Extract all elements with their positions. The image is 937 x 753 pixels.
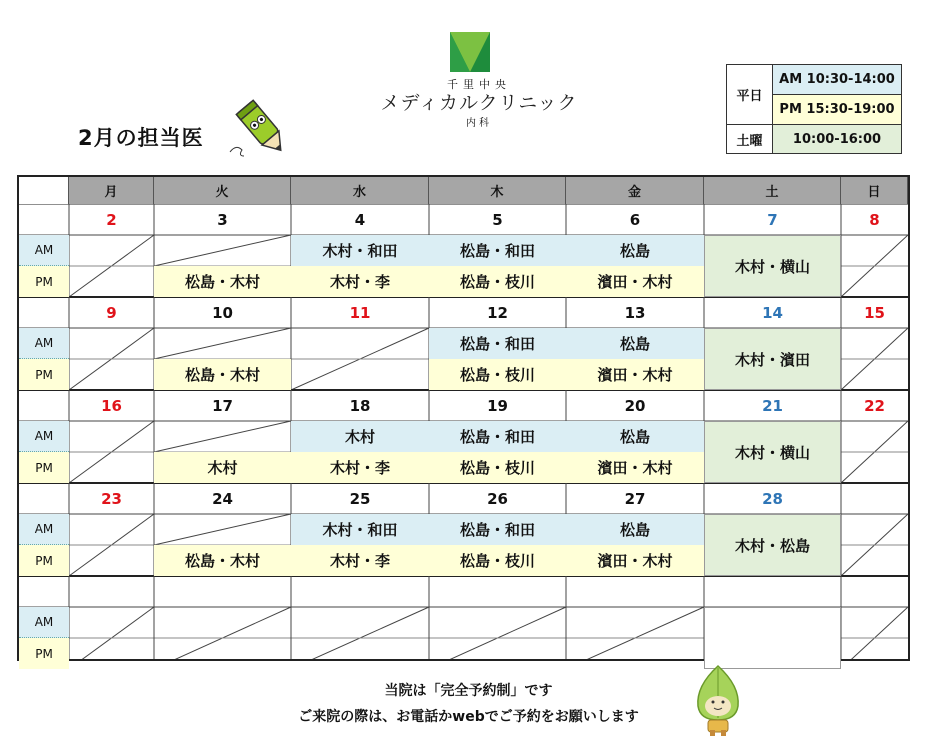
date-cell: 22 bbox=[864, 396, 885, 415]
closed-slash bbox=[841, 607, 908, 659]
closed-slash bbox=[154, 235, 291, 266]
am-doctors-cell: 木村・和田 bbox=[291, 514, 429, 545]
date-cell: 19 bbox=[487, 396, 508, 415]
closed-slash bbox=[566, 607, 704, 659]
pm-doctors-cell: 松島・木村 bbox=[154, 266, 291, 297]
date-cell: 23 bbox=[101, 489, 122, 508]
pm-doctors-cell: 松島・木村 bbox=[154, 359, 291, 390]
closed-slash bbox=[69, 421, 154, 483]
pm-doctors-cell: 木村・李 bbox=[291, 452, 429, 483]
closed-slash bbox=[154, 421, 291, 452]
clinic-logo-mark-icon bbox=[450, 32, 490, 72]
clinic-name-line2: メディカルクリニック bbox=[380, 92, 578, 114]
day-header-4: 金 bbox=[566, 177, 704, 204]
am-label: AM bbox=[19, 514, 69, 545]
closed-slash bbox=[154, 607, 291, 659]
date-cell: 18 bbox=[349, 396, 371, 415]
date-cell bbox=[291, 576, 429, 607]
date-cell: 14 bbox=[762, 303, 783, 322]
pm-doctors-cell: 松島・枝川 bbox=[429, 452, 566, 483]
office-hours-box bbox=[726, 64, 902, 154]
date-cell: 15 bbox=[864, 303, 885, 322]
pm-doctors-cell: 松島・木村 bbox=[154, 545, 291, 576]
closed-slash bbox=[841, 514, 908, 576]
date-cell: 7 bbox=[767, 210, 778, 229]
notice-line1: 当院は「完全予約制」です bbox=[384, 683, 553, 699]
closed-slash bbox=[69, 235, 154, 297]
closed-slash bbox=[841, 235, 908, 297]
date-cell: 26 bbox=[487, 489, 508, 508]
day-header-3: 木 bbox=[429, 177, 566, 204]
date-cell: 4 bbox=[354, 210, 366, 229]
pm-label: PM bbox=[19, 266, 69, 297]
date-cell: 5 bbox=[492, 210, 503, 229]
date-cell: 27 bbox=[624, 489, 646, 508]
page-title: 2月の担当医 bbox=[78, 126, 204, 150]
weekday-am-hours: AM 10:30-14:00 bbox=[773, 65, 901, 95]
day-header-6: 日 bbox=[841, 177, 908, 204]
date-cell: 25 bbox=[349, 489, 371, 508]
pm-doctors-cell: 松島・枝川 bbox=[429, 545, 566, 576]
date-cell bbox=[429, 576, 566, 607]
pm-label: PM bbox=[19, 359, 69, 390]
date-cell: 11 bbox=[349, 303, 371, 322]
closed-slash bbox=[154, 514, 291, 545]
date-cell: 24 bbox=[212, 489, 233, 508]
weekday-pm-hours: PM 15:30-19:00 bbox=[773, 95, 901, 125]
am-doctors-cell: 木村・和田 bbox=[291, 235, 429, 266]
date-cell: 20 bbox=[624, 396, 646, 415]
date-cell: 28 bbox=[762, 489, 783, 508]
pm-doctors-cell: 濱田・木村 bbox=[566, 545, 704, 576]
pm-label: PM bbox=[19, 638, 69, 669]
date-cell: 8 bbox=[869, 210, 880, 229]
am-doctors-cell: 松島・和田 bbox=[429, 328, 566, 359]
clinic-name-line1: 千里中央 bbox=[447, 78, 511, 91]
saturday-doctors-cell: 木村・濱田 bbox=[704, 328, 841, 390]
date-cell bbox=[841, 576, 908, 607]
pm-doctors-cell: 木村・李 bbox=[291, 545, 429, 576]
pm-doctors-cell: 濱田・木村 bbox=[566, 266, 704, 297]
saturday-hours: 10:00-16:00 bbox=[773, 125, 901, 153]
pm-doctors-cell: 松島・枝川 bbox=[429, 266, 566, 297]
pm-label: PM bbox=[19, 545, 69, 576]
pm-doctors-cell: 木村 bbox=[154, 452, 291, 483]
am-doctors-cell: 木村 bbox=[291, 421, 429, 452]
closed-slash bbox=[69, 514, 154, 576]
doctor-schedule-table bbox=[17, 175, 910, 661]
date-cell: 10 bbox=[212, 303, 233, 322]
am-doctors-cell: 松島・和田 bbox=[429, 514, 566, 545]
closed-slash bbox=[69, 607, 154, 659]
am-label: AM bbox=[19, 328, 69, 359]
day-header-0: 月 bbox=[69, 177, 154, 204]
header-corner-cell bbox=[19, 177, 69, 204]
pm-doctors-cell: 松島・枝川 bbox=[429, 359, 566, 390]
pm-doctors-cell: 濱田・木村 bbox=[566, 359, 704, 390]
saturday-doctors-cell: 木村・松島 bbox=[704, 514, 841, 576]
am-doctors-cell: 松島・和田 bbox=[429, 235, 566, 266]
am-label: AM bbox=[19, 607, 69, 638]
day-header-1: 火 bbox=[154, 177, 291, 204]
closed-slash bbox=[429, 607, 566, 659]
am-doctors-cell: 松島・和田 bbox=[429, 421, 566, 452]
date-cell: 13 bbox=[624, 303, 646, 322]
date-cell: 12 bbox=[487, 303, 508, 322]
pm-doctors-cell: 木村・李 bbox=[291, 266, 429, 297]
am-doctors-cell: 松島 bbox=[566, 514, 704, 545]
date-cell: 16 bbox=[101, 396, 122, 415]
am-doctors-cell: 松島 bbox=[566, 328, 704, 359]
saturday-doctors-cell bbox=[704, 607, 841, 669]
saturday-doctors-cell: 木村・横山 bbox=[704, 235, 841, 297]
closed-slash bbox=[841, 328, 908, 390]
date-cell: 17 bbox=[212, 396, 233, 415]
am-label: AM bbox=[19, 421, 69, 452]
day-header-5: 土 bbox=[704, 177, 841, 204]
date-cell: 6 bbox=[629, 210, 641, 229]
date-cell: 2 bbox=[106, 210, 117, 229]
leaf-mascot-icon bbox=[692, 664, 744, 738]
notice-line2: ご来院の際は、お電話かwebでご予約をお願いします bbox=[298, 709, 639, 725]
date-cell: 21 bbox=[762, 396, 783, 415]
date-cell bbox=[566, 576, 704, 607]
am-doctors-cell: 松島 bbox=[566, 421, 704, 452]
am-doctors-cell: 松島 bbox=[566, 235, 704, 266]
closed-slash bbox=[291, 607, 429, 659]
saturday-label: 土曜 bbox=[727, 125, 773, 153]
closed-slash bbox=[291, 328, 429, 390]
date-cell bbox=[841, 483, 908, 514]
date-cell bbox=[69, 576, 154, 607]
closed-slash bbox=[841, 421, 908, 483]
weekday-label: 平日 bbox=[727, 65, 773, 125]
pm-label: PM bbox=[19, 452, 69, 483]
am-label: AM bbox=[19, 235, 69, 266]
closed-slash bbox=[154, 328, 291, 359]
date-cell: 9 bbox=[106, 303, 117, 322]
pm-doctors-cell: 濱田・木村 bbox=[566, 452, 704, 483]
clinic-logo bbox=[355, 28, 603, 136]
date-cell bbox=[154, 576, 291, 607]
date-cell bbox=[704, 576, 841, 607]
saturday-doctors-cell: 木村・横山 bbox=[704, 421, 841, 483]
closed-slash bbox=[69, 328, 154, 390]
pencil-mascot-icon bbox=[228, 92, 298, 160]
date-cell: 3 bbox=[217, 210, 228, 229]
clinic-department: 内科 bbox=[466, 118, 492, 129]
day-header-2: 水 bbox=[291, 177, 429, 204]
